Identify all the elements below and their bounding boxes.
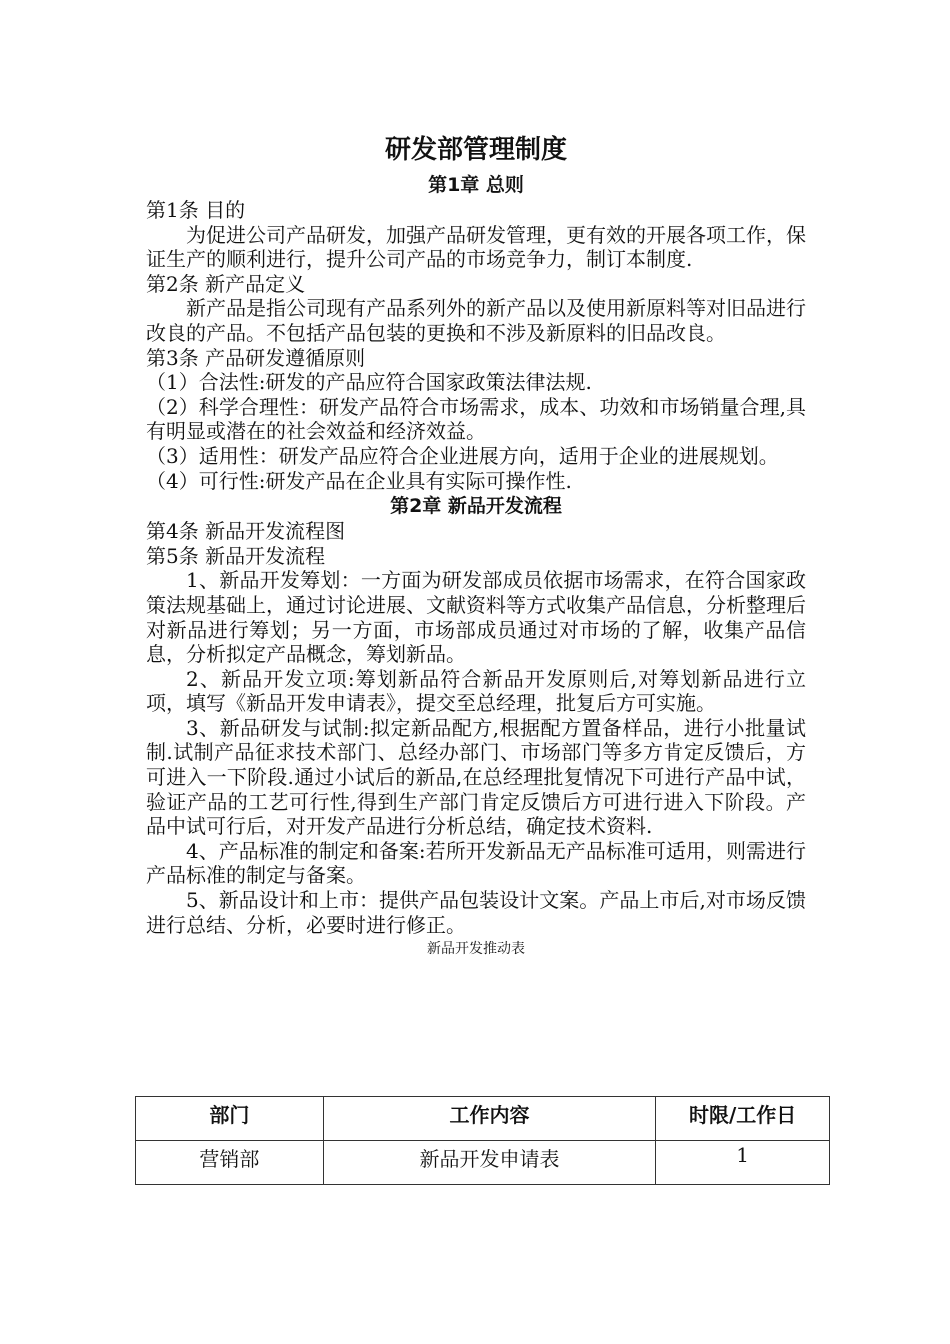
article-5-step: 5、新品设计和上市：提供产品包装设计文案。产品上市后,对市场反馈进行总结、分析，必要时进行修正。 [146, 888, 806, 937]
article-5-step: 1、新品开发筹划：一方面为研发部成员依据市场需求，在符合国家政策法规基础上，通过讨论进展、文献资料等方式收集产品信息，分析整理后对新品进行筹划；另一方面，市场部成员通过对市场的了解，收集产品信息，分析拟定产品概念，筹划新品。 [146, 568, 806, 667]
article-4-title: 第4条 新品开发流程图 [146, 519, 346, 544]
chapter-1-heading: 第1章 总则 [428, 174, 524, 196]
column-header-time-limit: 时限/工作日 [656, 1097, 830, 1141]
table-cell: 新品开发申请表 [323, 1141, 655, 1185]
article-1-title: 第1条 目的 [146, 198, 246, 222]
article-5-step: 4、产品标准的制定和备案:若所开发新品无产品标准可适用，则需进行产品标准的制定与备案。 [146, 838, 806, 888]
article-5-step: 3、新品研发与试制:拟定新品配方,根据配方置备样品，进行小批量试制.试制产品征求技术部门、总经办部门、市场部门等多方肯定反馈后，方可进入一下阶段.通过小试后的新品,在总经理批复情况下可进行产品中试，验证产品的工艺可行性,得到生产部门肯定反馈后方可进行进入下阶段。产品中试可行后，对开发产品进行分析总结，确定技术资料. [146, 715, 806, 839]
article-3-title: 第3条 产品研发遵循原则 [146, 345, 366, 370]
table-caption: 新品开发推动表 [427, 941, 525, 958]
document-page [146, 132, 806, 961]
article-1-text: 为促进公司产品研发，加强产品研发管理，更有效的开展各项工作，保证生产的顺利进行，提升公司产品的市场竞争力，制订本制度. [146, 222, 806, 272]
chapter-2-heading: 第2章 新品开发流程 [390, 495, 562, 518]
table-header-row [136, 1097, 830, 1141]
table-cell: 营销部 [136, 1141, 324, 1185]
article-5-step: 2、新品开发立项:筹划新品符合新品开发原则后,对筹划新品进行立项，填写《新品开发申请表》，提交至总经理，批复后方可实施。 [146, 666, 806, 716]
table-cell: 1 [656, 1141, 830, 1185]
column-header-department: 部门 [136, 1097, 324, 1141]
article-2-title: 第2条 新产品定义 [146, 271, 306, 296]
article-2-text: 新产品是指公司现有产品系列外的新产品以及使用新原料等对旧品进行改良的产品。不包括产品包装的更换和不涉及新原料的旧品改良。 [146, 296, 806, 345]
article-3-item: （4）可行性:研发产品在企业具有实际可操作性. [146, 468, 572, 493]
article-5-title: 第5条 新品开发流程 [146, 543, 326, 568]
article-3-item: （2）科学合理性：研发产品符合市场需求，成本、功效和市场销量合理,具有明显或潜在的社会效益和经济效益。 [146, 394, 806, 444]
column-header-work-content: 工作内容 [323, 1097, 655, 1141]
table-row [136, 1141, 830, 1185]
document-title: 研发部管理制度 [384, 135, 567, 165]
article-3-item: （3）适用性：研发产品应符合企业进展方向，适用于企业的进展规划。 [146, 443, 779, 468]
new-product-push-table [135, 1096, 830, 1185]
article-3-item: （1）合法性:研发的产品应符合国家政策法律法规. [146, 370, 592, 395]
